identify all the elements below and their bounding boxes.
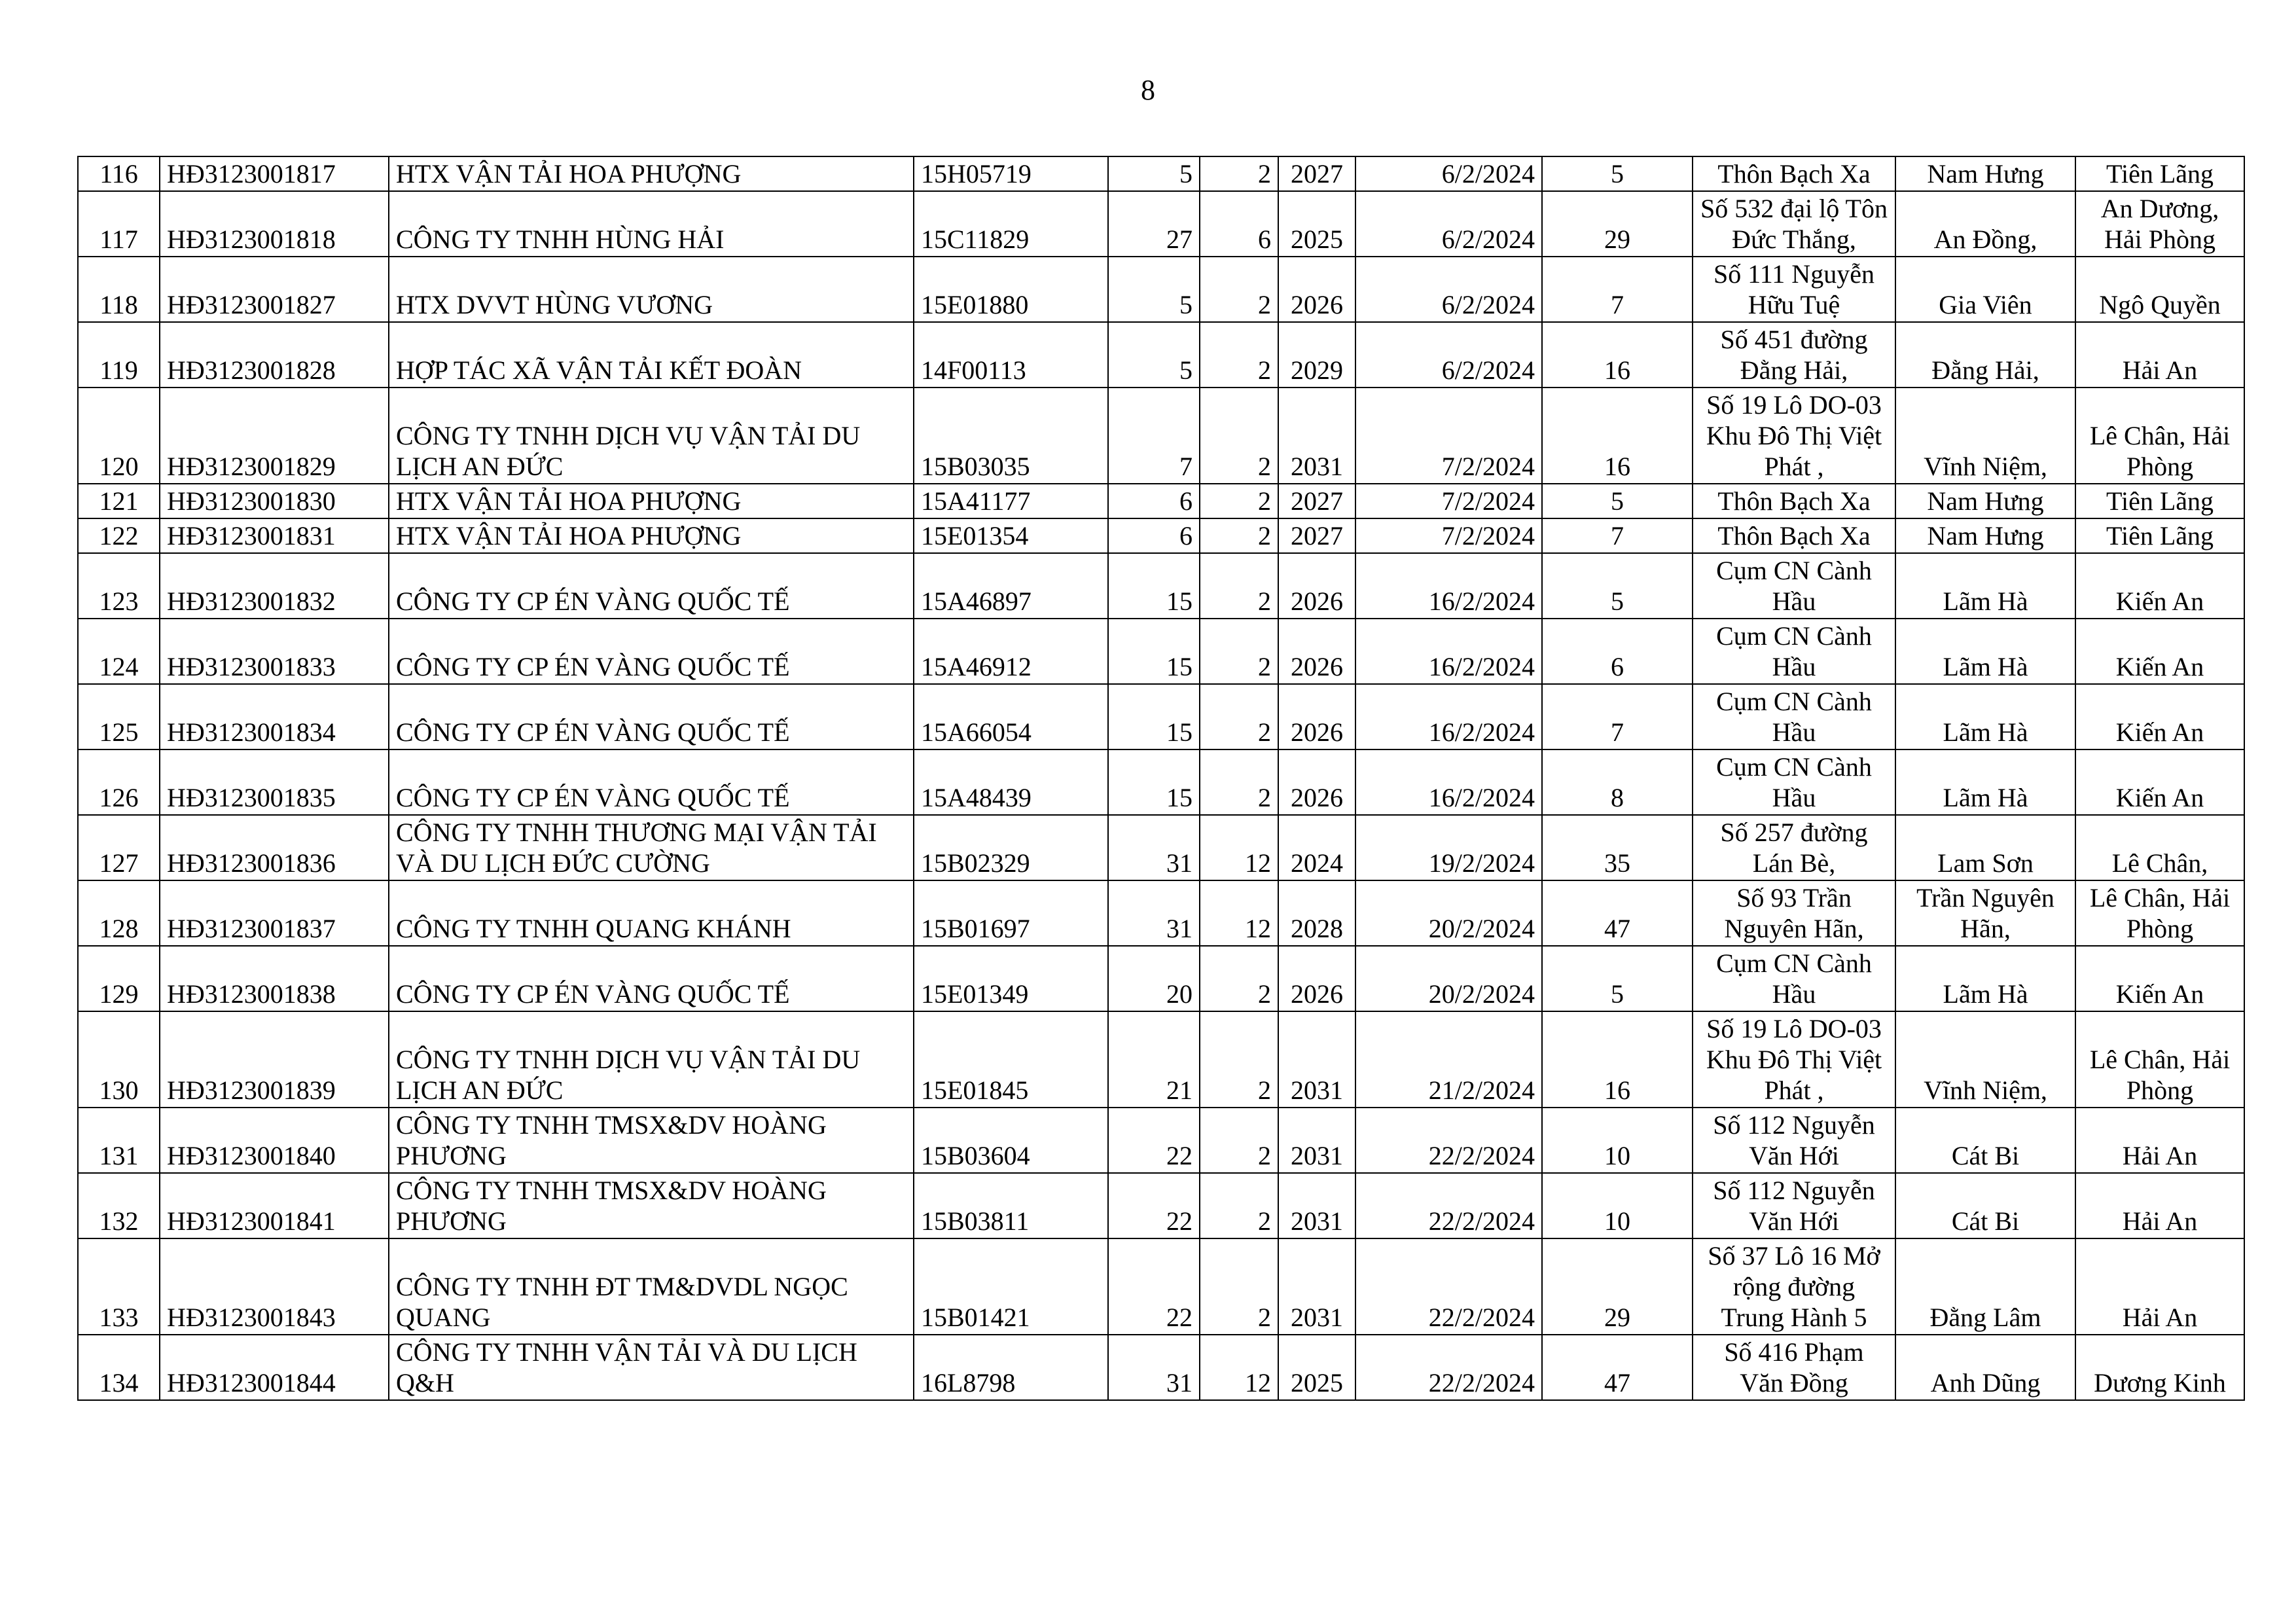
company-name: CÔNG TY TNHH TMSX&DV HOÀNG PHƯƠNG bbox=[389, 1173, 914, 1238]
value-cell: 12 bbox=[1200, 1335, 1278, 1400]
district-cell: An Dương, Hải Phòng bbox=[2075, 191, 2244, 257]
district-cell: Hải An bbox=[2075, 1238, 2244, 1335]
address-cell: Số 257 đường Lán Bè, bbox=[1693, 815, 1895, 880]
value-cell: 15 bbox=[1108, 619, 1200, 684]
contract-number: HĐ3123001839 bbox=[160, 1011, 389, 1108]
date-cell: 6/2/2024 bbox=[1355, 322, 1542, 388]
date-cell: 7/2/2024 bbox=[1355, 388, 1542, 484]
contract-number: HĐ3123001831 bbox=[160, 518, 389, 553]
ward-cell: Lãm Hà bbox=[1895, 553, 2075, 619]
contract-number: HĐ3123001829 bbox=[160, 388, 389, 484]
table-row bbox=[78, 518, 2244, 553]
table-row bbox=[78, 749, 2244, 815]
contract-number: HĐ3123001837 bbox=[160, 880, 389, 946]
license-plate: 15E01845 bbox=[914, 1011, 1108, 1108]
seats-cell: 29 bbox=[1542, 191, 1693, 257]
year-cell: 2031 bbox=[1278, 1238, 1355, 1335]
row-number: 129 bbox=[78, 946, 160, 1011]
contract-number: HĐ3123001835 bbox=[160, 749, 389, 815]
year-cell: 2029 bbox=[1278, 322, 1355, 388]
row-number: 128 bbox=[78, 880, 160, 946]
address-cell: Số 19 Lô DO-03 Khu Đô Thị Việt Phát , bbox=[1693, 388, 1895, 484]
address-cell: Số 93 Trần Nguyên Hãn, bbox=[1693, 880, 1895, 946]
company-name: CÔNG TY TNHH QUANG KHÁNH bbox=[389, 880, 914, 946]
district-cell: Kiến An bbox=[2075, 619, 2244, 684]
district-cell: Tiên Lãng bbox=[2075, 518, 2244, 553]
row-number: 133 bbox=[78, 1238, 160, 1335]
value-cell: 2 bbox=[1200, 388, 1278, 484]
value-cell: 22 bbox=[1108, 1173, 1200, 1238]
row-number: 117 bbox=[78, 191, 160, 257]
table-row bbox=[78, 156, 2244, 191]
ward-cell: Nam Hưng bbox=[1895, 518, 2075, 553]
ward-cell: Lam Sơn bbox=[1895, 815, 2075, 880]
date-cell: 16/2/2024 bbox=[1355, 749, 1542, 815]
value-cell: 12 bbox=[1200, 815, 1278, 880]
value-cell: 5 bbox=[1108, 156, 1200, 191]
row-number: 119 bbox=[78, 322, 160, 388]
table-row bbox=[78, 388, 2244, 484]
value-cell: 2 bbox=[1200, 684, 1278, 749]
row-number: 127 bbox=[78, 815, 160, 880]
value-cell: 6 bbox=[1108, 518, 1200, 553]
license-plate: 15A46912 bbox=[914, 619, 1108, 684]
row-number: 126 bbox=[78, 749, 160, 815]
district-cell: Lê Chân, Hải Phòng bbox=[2075, 880, 2244, 946]
license-plate: 15E01349 bbox=[914, 946, 1108, 1011]
license-plate: 15B01421 bbox=[914, 1238, 1108, 1335]
year-cell: 2026 bbox=[1278, 553, 1355, 619]
company-name: CÔNG TY TNHH DỊCH VỤ VẬN TẢI DU LỊCH AN ĐỨC bbox=[389, 1011, 914, 1108]
license-plate: 15B03035 bbox=[914, 388, 1108, 484]
value-cell: 2 bbox=[1200, 1173, 1278, 1238]
value-cell: 2 bbox=[1200, 1011, 1278, 1108]
seats-cell: 5 bbox=[1542, 946, 1693, 1011]
value-cell: 21 bbox=[1108, 1011, 1200, 1108]
contract-number: HĐ3123001818 bbox=[160, 191, 389, 257]
ward-cell: Lãm Hà bbox=[1895, 684, 2075, 749]
ward-cell: Vĩnh Niệm, bbox=[1895, 1011, 2075, 1108]
row-number: 125 bbox=[78, 684, 160, 749]
seats-cell: 47 bbox=[1542, 880, 1693, 946]
company-name: CÔNG TY TNHH DỊCH VỤ VẬN TẢI DU LỊCH AN ĐỨC bbox=[389, 388, 914, 484]
ward-cell: Anh Dũng bbox=[1895, 1335, 2075, 1400]
ward-cell: An Đồng, bbox=[1895, 191, 2075, 257]
address-cell: Thôn Bạch Xa bbox=[1693, 484, 1895, 518]
row-number: 132 bbox=[78, 1173, 160, 1238]
date-cell: 6/2/2024 bbox=[1355, 257, 1542, 322]
year-cell: 2031 bbox=[1278, 1108, 1355, 1173]
date-cell: 16/2/2024 bbox=[1355, 684, 1542, 749]
district-cell: Dương Kinh bbox=[2075, 1335, 2244, 1400]
license-plate: 15E01880 bbox=[914, 257, 1108, 322]
table-body bbox=[78, 156, 2244, 1400]
license-plate: 15B01697 bbox=[914, 880, 1108, 946]
contract-number: HĐ3123001840 bbox=[160, 1108, 389, 1173]
value-cell: 2 bbox=[1200, 946, 1278, 1011]
company-name: CÔNG TY TNHH VẬN TẢI VÀ DU LỊCH Q&H bbox=[389, 1335, 914, 1400]
seats-cell: 7 bbox=[1542, 257, 1693, 322]
table-row bbox=[78, 880, 2244, 946]
address-cell: Cụm CN Cành Hầu bbox=[1693, 684, 1895, 749]
seats-cell: 7 bbox=[1542, 684, 1693, 749]
license-plate: 15B03811 bbox=[914, 1173, 1108, 1238]
company-name: CÔNG TY CP ÉN VÀNG QUỐC TẾ bbox=[389, 619, 914, 684]
license-plate: 14F00113 bbox=[914, 322, 1108, 388]
date-cell: 22/2/2024 bbox=[1355, 1238, 1542, 1335]
address-cell: Số 111 Nguyễn Hữu Tuệ bbox=[1693, 257, 1895, 322]
company-name: HTX VẬN TẢI HOA PHƯỢNG bbox=[389, 484, 914, 518]
year-cell: 2031 bbox=[1278, 1011, 1355, 1108]
date-cell: 19/2/2024 bbox=[1355, 815, 1542, 880]
seats-cell: 35 bbox=[1542, 815, 1693, 880]
date-cell: 22/2/2024 bbox=[1355, 1108, 1542, 1173]
district-cell: Ngô Quyền bbox=[2075, 257, 2244, 322]
row-number: 122 bbox=[78, 518, 160, 553]
license-plate: 15H05719 bbox=[914, 156, 1108, 191]
contract-number: HĐ3123001836 bbox=[160, 815, 389, 880]
company-name: HTX VẬN TẢI HOA PHƯỢNG bbox=[389, 156, 914, 191]
value-cell: 2 bbox=[1200, 1108, 1278, 1173]
page-number: 8 bbox=[1141, 74, 1155, 106]
value-cell: 2 bbox=[1200, 484, 1278, 518]
seats-cell: 5 bbox=[1542, 156, 1693, 191]
value-cell: 15 bbox=[1108, 553, 1200, 619]
license-plate: 15A66054 bbox=[914, 684, 1108, 749]
contract-number: HĐ3123001838 bbox=[160, 946, 389, 1011]
district-cell: Lê Chân, Hải Phòng bbox=[2075, 388, 2244, 484]
district-cell: Kiến An bbox=[2075, 749, 2244, 815]
value-cell: 27 bbox=[1108, 191, 1200, 257]
contract-number: HĐ3123001833 bbox=[160, 619, 389, 684]
address-cell: Cụm CN Cành Hầu bbox=[1693, 946, 1895, 1011]
district-cell: Tiên Lãng bbox=[2075, 484, 2244, 518]
value-cell: 15 bbox=[1108, 749, 1200, 815]
value-cell: 15 bbox=[1108, 684, 1200, 749]
contract-number: HĐ3123001828 bbox=[160, 322, 389, 388]
seats-cell: 8 bbox=[1542, 749, 1693, 815]
table-row bbox=[78, 257, 2244, 322]
address-cell: Số 532 đại lộ Tôn Đức Thắng, bbox=[1693, 191, 1895, 257]
district-cell: Hải An bbox=[2075, 1173, 2244, 1238]
address-cell: Số 451 đường Đằng Hải, bbox=[1693, 322, 1895, 388]
date-cell: 16/2/2024 bbox=[1355, 553, 1542, 619]
value-cell: 12 bbox=[1200, 880, 1278, 946]
contract-number: HĐ3123001830 bbox=[160, 484, 389, 518]
seats-cell: 16 bbox=[1542, 322, 1693, 388]
seats-cell: 10 bbox=[1542, 1108, 1693, 1173]
ward-cell: Vĩnh Niệm, bbox=[1895, 388, 2075, 484]
year-cell: 2028 bbox=[1278, 880, 1355, 946]
year-cell: 2027 bbox=[1278, 156, 1355, 191]
license-plate: 15A48439 bbox=[914, 749, 1108, 815]
value-cell: 2 bbox=[1200, 553, 1278, 619]
license-plate: 15B03604 bbox=[914, 1108, 1108, 1173]
company-name: CÔNG TY CP ÉN VÀNG QUỐC TẾ bbox=[389, 946, 914, 1011]
address-cell: Cụm CN Cành Hầu bbox=[1693, 749, 1895, 815]
company-name: CÔNG TY TNHH ĐT TM&DVDL NGỌC QUANG bbox=[389, 1238, 914, 1335]
value-cell: 2 bbox=[1200, 257, 1278, 322]
date-cell: 6/2/2024 bbox=[1355, 191, 1542, 257]
district-cell: Tiên Lãng bbox=[2075, 156, 2244, 191]
district-cell: Kiến An bbox=[2075, 946, 2244, 1011]
seats-cell: 6 bbox=[1542, 619, 1693, 684]
date-cell: 21/2/2024 bbox=[1355, 1011, 1542, 1108]
district-cell: Kiến An bbox=[2075, 553, 2244, 619]
value-cell: 5 bbox=[1108, 257, 1200, 322]
year-cell: 2027 bbox=[1278, 518, 1355, 553]
row-number: 123 bbox=[78, 553, 160, 619]
district-cell: Hải An bbox=[2075, 322, 2244, 388]
ward-cell: Nam Hưng bbox=[1895, 484, 2075, 518]
value-cell: 22 bbox=[1108, 1108, 1200, 1173]
year-cell: 2026 bbox=[1278, 946, 1355, 1011]
table-row bbox=[78, 191, 2244, 257]
ward-cell: Gia Viên bbox=[1895, 257, 2075, 322]
value-cell: 31 bbox=[1108, 815, 1200, 880]
value-cell: 5 bbox=[1108, 322, 1200, 388]
company-name: CÔNG TY CP ÉN VÀNG QUỐC TẾ bbox=[389, 684, 914, 749]
date-cell: 22/2/2024 bbox=[1355, 1335, 1542, 1400]
table-row bbox=[78, 684, 2244, 749]
district-cell: Hải An bbox=[2075, 1108, 2244, 1173]
value-cell: 2 bbox=[1200, 156, 1278, 191]
year-cell: 2025 bbox=[1278, 191, 1355, 257]
date-cell: 20/2/2024 bbox=[1355, 880, 1542, 946]
contract-number: HĐ3123001832 bbox=[160, 553, 389, 619]
address-cell: Số 416 Phạm Văn Đồng bbox=[1693, 1335, 1895, 1400]
license-plate: 16L8798 bbox=[914, 1335, 1108, 1400]
company-name: HTX VẬN TẢI HOA PHƯỢNG bbox=[389, 518, 914, 553]
license-plate: 15C11829 bbox=[914, 191, 1108, 257]
contract-number: HĐ3123001827 bbox=[160, 257, 389, 322]
year-cell: 2027 bbox=[1278, 484, 1355, 518]
seats-cell: 16 bbox=[1542, 1011, 1693, 1108]
value-cell: 20 bbox=[1108, 946, 1200, 1011]
address-cell: Số 19 Lô DO-03 Khu Đô Thị Việt Phát , bbox=[1693, 1011, 1895, 1108]
company-name: CÔNG TY TNHH TMSX&DV HOÀNG PHƯƠNG bbox=[389, 1108, 914, 1173]
seats-cell: 5 bbox=[1542, 553, 1693, 619]
license-plate: 15A41177 bbox=[914, 484, 1108, 518]
vehicle-contract-table bbox=[77, 156, 2245, 1401]
table-row bbox=[78, 619, 2244, 684]
contract-number: HĐ3123001843 bbox=[160, 1238, 389, 1335]
value-cell: 31 bbox=[1108, 880, 1200, 946]
row-number: 116 bbox=[78, 156, 160, 191]
year-cell: 2031 bbox=[1278, 1173, 1355, 1238]
company-name: CÔNG TY CP ÉN VÀNG QUỐC TẾ bbox=[389, 749, 914, 815]
seats-cell: 7 bbox=[1542, 518, 1693, 553]
value-cell: 31 bbox=[1108, 1335, 1200, 1400]
contract-number: HĐ3123001841 bbox=[160, 1173, 389, 1238]
row-number: 134 bbox=[78, 1335, 160, 1400]
table-row bbox=[78, 553, 2244, 619]
company-name: HTX DVVT HÙNG VƯƠNG bbox=[389, 257, 914, 322]
company-name: HỢP TÁC XÃ VẬN TẢI KẾT ĐOÀN bbox=[389, 322, 914, 388]
address-cell: Thôn Bạch Xa bbox=[1693, 156, 1895, 191]
date-cell: 22/2/2024 bbox=[1355, 1173, 1542, 1238]
year-cell: 2026 bbox=[1278, 257, 1355, 322]
seats-cell: 10 bbox=[1542, 1173, 1693, 1238]
seats-cell: 16 bbox=[1542, 388, 1693, 484]
value-cell: 6 bbox=[1200, 191, 1278, 257]
date-cell: 7/2/2024 bbox=[1355, 484, 1542, 518]
ward-cell: Lãm Hà bbox=[1895, 946, 2075, 1011]
value-cell: 2 bbox=[1200, 518, 1278, 553]
company-name: CÔNG TY TNHH THƯƠNG MẠI VẬN TẢI VÀ DU LỊCH ĐỨC CƯỜNG bbox=[389, 815, 914, 880]
license-plate: 15E01354 bbox=[914, 518, 1108, 553]
address-cell: Số 112 Nguyễn Văn Hới bbox=[1693, 1173, 1895, 1238]
table-row bbox=[78, 1238, 2244, 1335]
year-cell: 2031 bbox=[1278, 388, 1355, 484]
contract-number: HĐ3123001834 bbox=[160, 684, 389, 749]
value-cell: 2 bbox=[1200, 1238, 1278, 1335]
ward-cell: Đằng Lâm bbox=[1895, 1238, 2075, 1335]
row-number: 131 bbox=[78, 1108, 160, 1173]
table-row bbox=[78, 322, 2244, 388]
seats-cell: 29 bbox=[1542, 1238, 1693, 1335]
year-cell: 2026 bbox=[1278, 619, 1355, 684]
ward-cell: Nam Hưng bbox=[1895, 156, 2075, 191]
table-row bbox=[78, 484, 2244, 518]
seats-cell: 5 bbox=[1542, 484, 1693, 518]
row-number: 120 bbox=[78, 388, 160, 484]
district-cell: Kiến An bbox=[2075, 684, 2244, 749]
seats-cell: 47 bbox=[1542, 1335, 1693, 1400]
value-cell: 2 bbox=[1200, 619, 1278, 684]
address-cell: Số 37 Lô 16 Mở rộng đường Trung Hành 5 bbox=[1693, 1238, 1895, 1335]
ward-cell: Lãm Hà bbox=[1895, 619, 2075, 684]
value-cell: 22 bbox=[1108, 1238, 1200, 1335]
row-number: 130 bbox=[78, 1011, 160, 1108]
value-cell: 2 bbox=[1200, 322, 1278, 388]
ward-cell: Trần Nguyên Hãn, bbox=[1895, 880, 2075, 946]
address-cell: Thôn Bạch Xa bbox=[1693, 518, 1895, 553]
address-cell: Cụm CN Cành Hầu bbox=[1693, 619, 1895, 684]
ward-cell: Cát Bi bbox=[1895, 1108, 2075, 1173]
year-cell: 2025 bbox=[1278, 1335, 1355, 1400]
year-cell: 2026 bbox=[1278, 749, 1355, 815]
company-name: CÔNG TY TNHH HÙNG HẢI bbox=[389, 191, 914, 257]
value-cell: 6 bbox=[1108, 484, 1200, 518]
table-row bbox=[78, 1011, 2244, 1108]
value-cell: 2 bbox=[1200, 749, 1278, 815]
date-cell: 6/2/2024 bbox=[1355, 156, 1542, 191]
ward-cell: Đằng Hải, bbox=[1895, 322, 2075, 388]
ward-cell: Cát Bi bbox=[1895, 1173, 2075, 1238]
table-row bbox=[78, 1335, 2244, 1400]
date-cell: 20/2/2024 bbox=[1355, 946, 1542, 1011]
license-plate: 15A46897 bbox=[914, 553, 1108, 619]
table-row bbox=[78, 1108, 2244, 1173]
contract-number: HĐ3123001844 bbox=[160, 1335, 389, 1400]
ward-cell: Lãm Hà bbox=[1895, 749, 2075, 815]
contract-number: HĐ3123001817 bbox=[160, 156, 389, 191]
year-cell: 2026 bbox=[1278, 684, 1355, 749]
date-cell: 7/2/2024 bbox=[1355, 518, 1542, 553]
district-cell: Lê Chân, bbox=[2075, 815, 2244, 880]
table-row bbox=[78, 946, 2244, 1011]
address-cell: Cụm CN Cành Hầu bbox=[1693, 553, 1895, 619]
year-cell: 2024 bbox=[1278, 815, 1355, 880]
table-row bbox=[78, 1173, 2244, 1238]
row-number: 124 bbox=[78, 619, 160, 684]
company-name: CÔNG TY CP ÉN VÀNG QUỐC TẾ bbox=[389, 553, 914, 619]
address-cell: Số 112 Nguyễn Văn Hới bbox=[1693, 1108, 1895, 1173]
row-number: 118 bbox=[78, 257, 160, 322]
value-cell: 7 bbox=[1108, 388, 1200, 484]
row-number: 121 bbox=[78, 484, 160, 518]
table-row bbox=[78, 815, 2244, 880]
license-plate: 15B02329 bbox=[914, 815, 1108, 880]
district-cell: Lê Chân, Hải Phòng bbox=[2075, 1011, 2244, 1108]
date-cell: 16/2/2024 bbox=[1355, 619, 1542, 684]
